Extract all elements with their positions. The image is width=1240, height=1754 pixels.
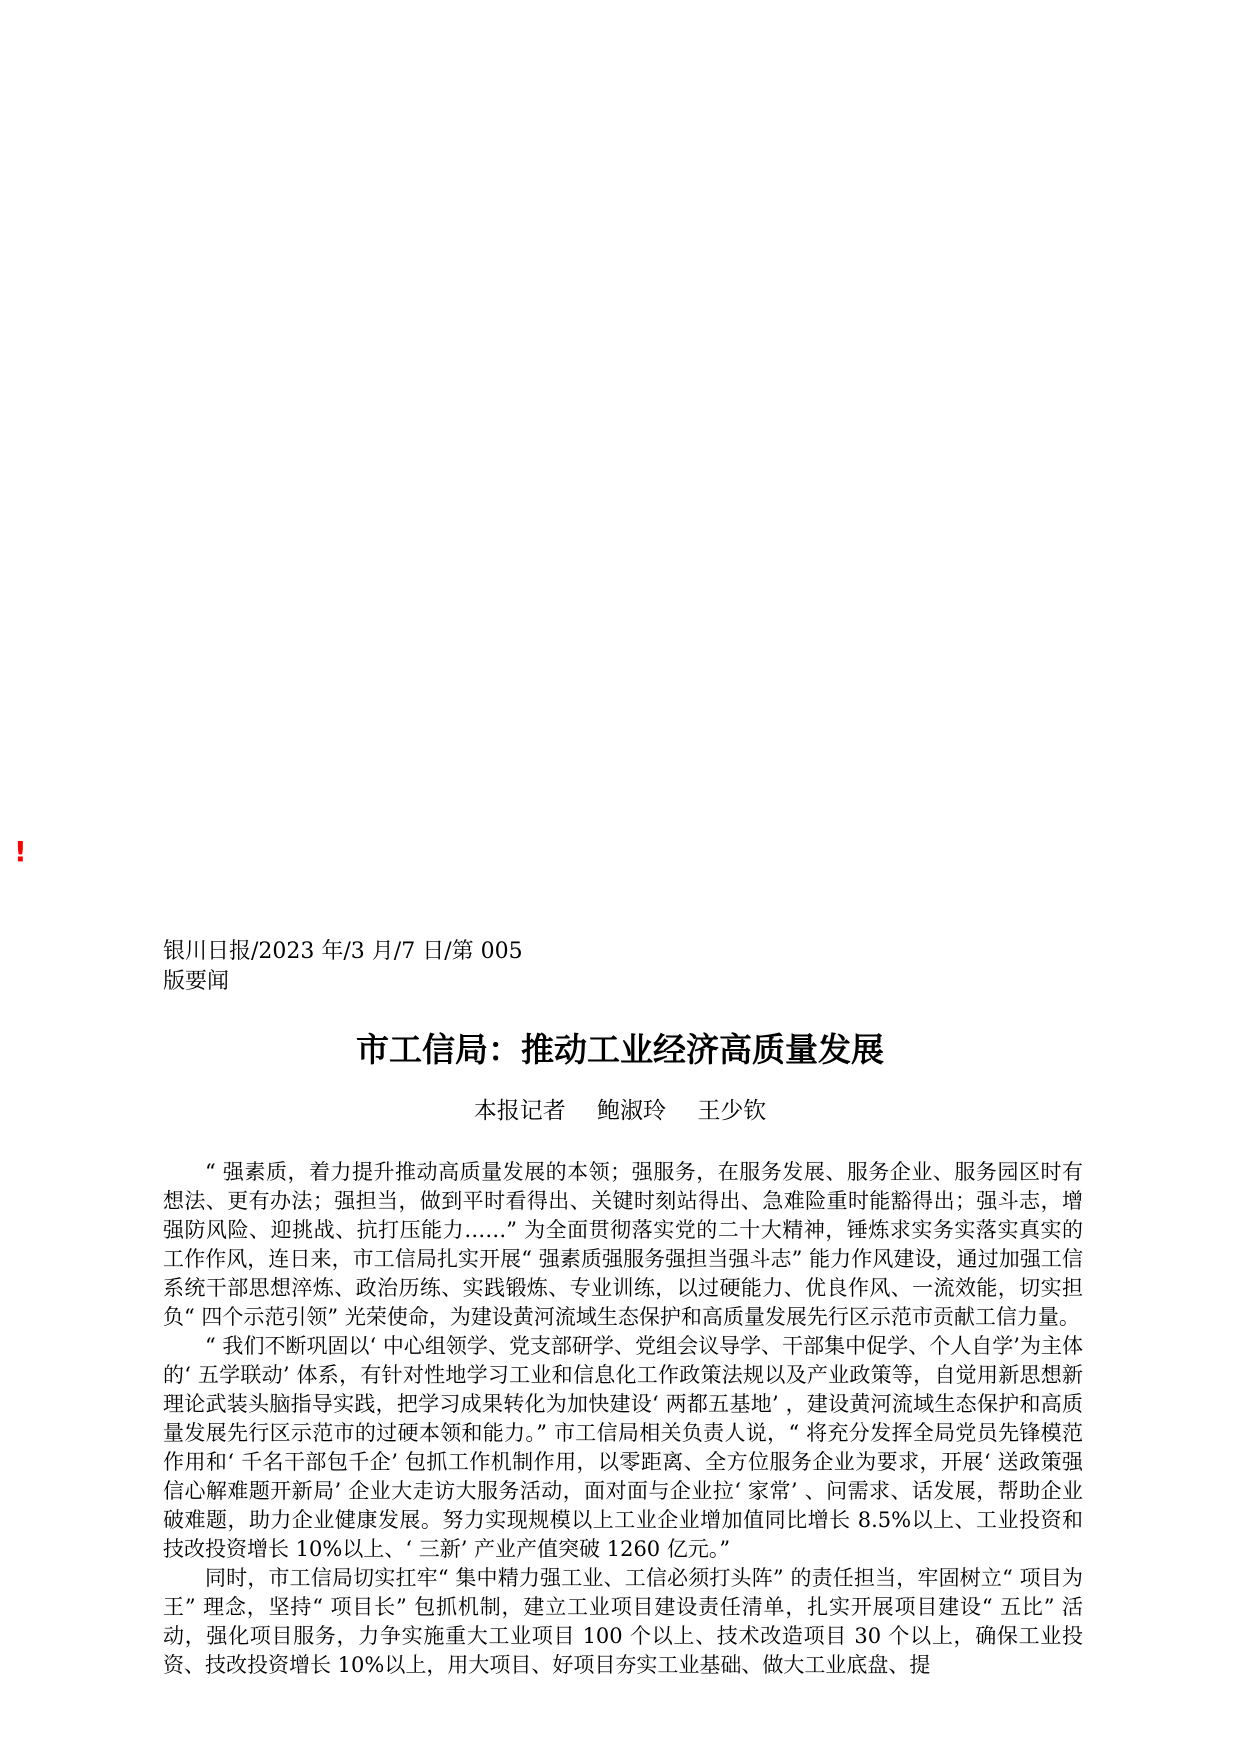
byline-role: 本报记者: [473, 1098, 566, 1124]
article-paragraph-1: “ 强素质，着力提升推动高质量发展的本领；强服务，在服务发展、服务企业、服务园区时有想法、更有办法；强担当，做到平时看得出、关键时刻站得出、急难险重时能豁得出；强斗志，增强防风险、迎挑战、抗打压能力……” 为全面贯彻落实党的二十大精神，锤炼求实务实落实真实的工作作风，连日来，市工信局扎实开展“ 强素质强服务强担当强斗志” 能力作风建设，通过加强工信系统干部思想淬炼、政治历练、实践锻炼、专业训练，以过硬能力、优良作风、一流效能，切实担负“ 四个示范引领” 光荣使命，为建设黄河流域生态保护和高质量发展先行区示范市贡献工信力量。: [163, 1160, 1083, 1329]
source-info: [163, 937, 523, 997]
article-title: 市工信局：推动工业经济高质量发展: [356, 1030, 884, 1069]
article-paragraph-3: 同时，市工信局切实扛牢“ 集中精力强工业、工信必须打头阵” 的责任担当，牢固树立“ 项目为王” 理念，坚持“ 项目长” 包抓机制，建立工业项目建设责任清单，扎实开展项目建设“ 五比” 活动，强化项目服务，力争实施重大工业项目 100 个以上、技术改造项目 30 个以上，确保工业投资、技改投资增长 10%以上，用大项目、好项目夯实工业基础、做大工业底盘、提: [163, 1566, 1083, 1677]
source-line-2: 版要闻: [163, 969, 230, 994]
source-line-1: 银川日报/2023 年/3 月/7 日/第 005: [163, 939, 523, 964]
article-byline: [0, 1096, 1240, 1126]
byline-author-1: 鲍淑玲: [597, 1098, 666, 1124]
red-exclamation-mark: !: [14, 835, 27, 868]
byline-author-2: 王少钦: [697, 1098, 767, 1124]
article-paragraph-2: “ 我们不断巩固以‘ 中心组领学、党支部研学、党组会议导学、干部集中促学、个人自学’为主体的‘ 五学联动’ 体系，有针对性地学习工业和信息化工作政策法规以及产业政策等，自觉用新思想新理论武装头脑指导实践，把学习成果转化为加快建设‘ 两都五基地’ ，建设黄河流域生态保护和高质量发展先行区示范市的过硬本领和能力。” 市工信局相关负责人说，“ 将充分发挥全局党员先锋模范作用和‘ 千名干部包千企’ 包抓工作机制作用，以零距离、全方位服务企业为要求，开展‘ 送政策强信心解难题开新局’ 企业大走访大服务活动，面对面与企业拉‘ 家常’ 、问需求、话发展，帮助企业破难题，助力企业健康发展。努力实现规模以上工业企业增加值同比增长 8.5%以上、工业投资和技改投资增长 10%以上、‘ 三新’ 产业产值突破 1260 亿元。”: [163, 1334, 1083, 1561]
article-body: [163, 1158, 1083, 1680]
